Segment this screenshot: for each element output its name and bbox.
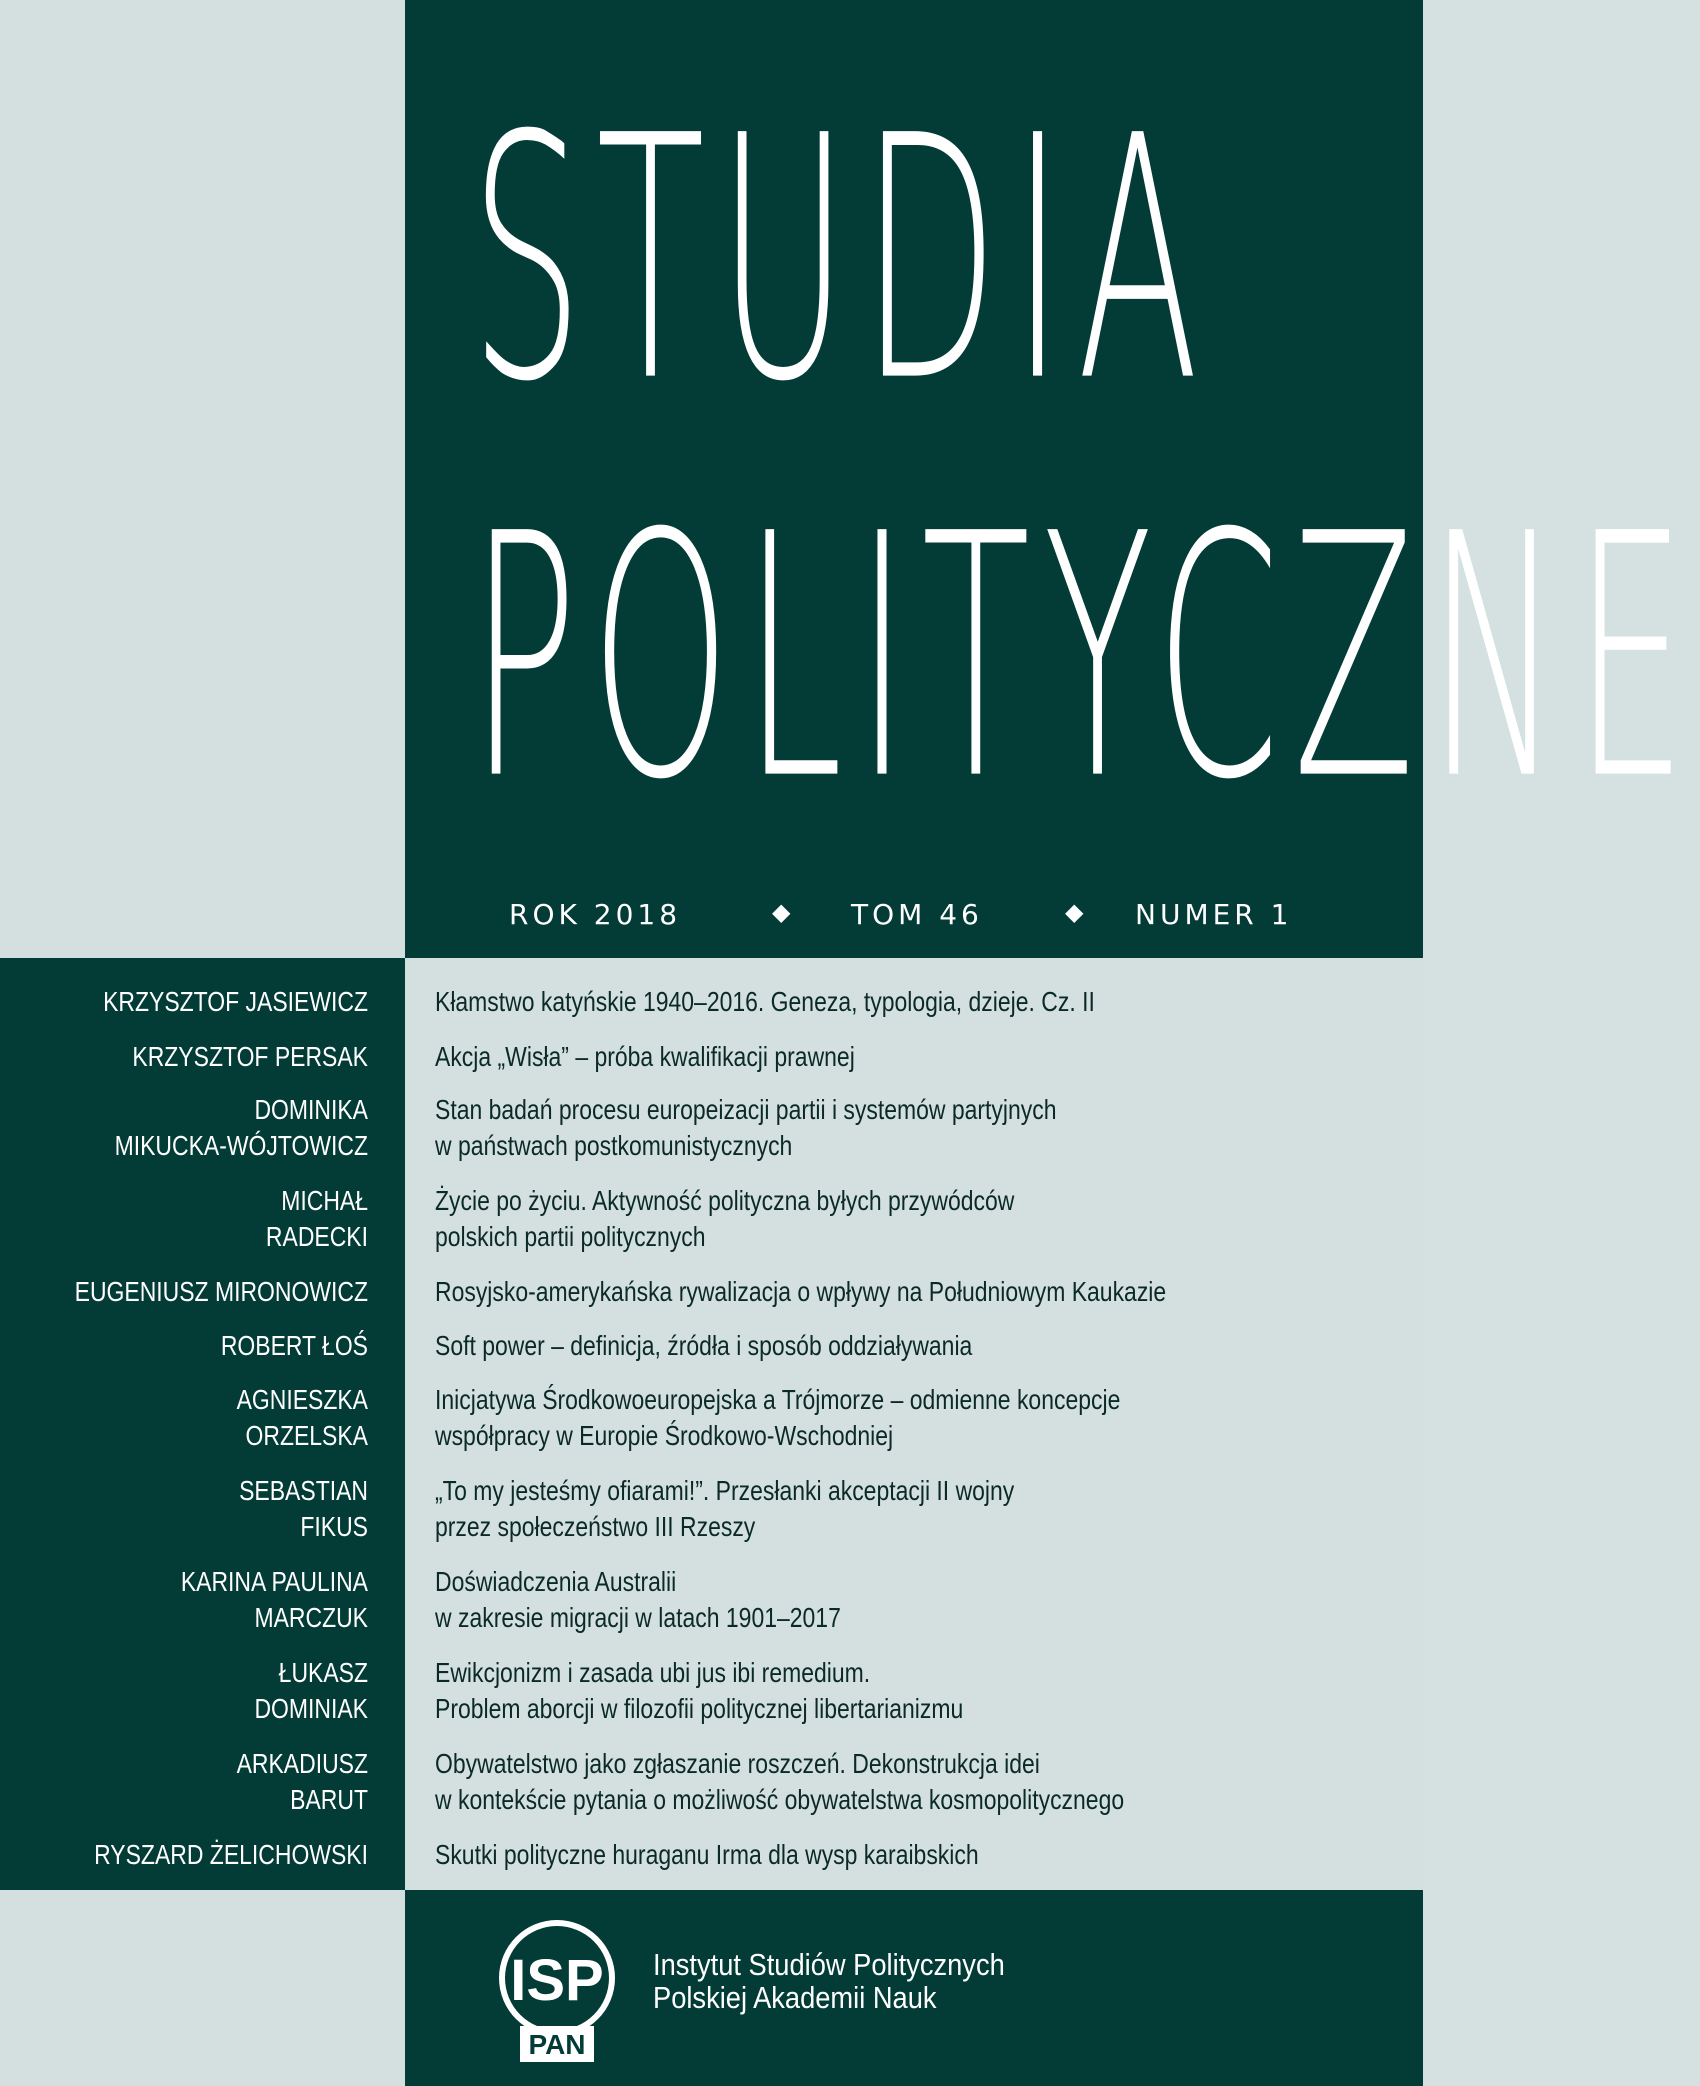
publisher-line-2: Polskiej Akademii Nauk — [653, 1980, 937, 2015]
entry-author: EUGENIUSZ MIRONOWICZ — [74, 1276, 369, 1307]
entry-author: ARKADIUSZ BARUT — [236, 1748, 368, 1815]
diamond-separator-icon: ◆ — [1065, 898, 1088, 926]
logo-text-pan: PAN — [528, 2029, 586, 2060]
entry-title: Skutki polityczne huraganu Irma dla wysp karaibskich — [435, 1839, 979, 1870]
light-panel-bottom-left — [0, 1890, 405, 2086]
entry-author: MICHAŁ RADECKI — [265, 1185, 368, 1252]
entry-author: ŁUKASZ DOMINIAK — [254, 1657, 368, 1724]
logo-text-isp: ISP — [510, 1948, 604, 2013]
entry-author: KRZYSZTOF PERSAK — [132, 1041, 368, 1072]
light-panel-top-left — [0, 0, 405, 958]
publisher-name — [653, 1948, 1005, 2014]
journal-title-line-1: STUDIA — [470, 64, 1212, 455]
issue-year: ROK 2018 — [509, 898, 682, 931]
entry-author: SEBASTIAN FIKUS — [239, 1475, 368, 1542]
entry-title: Stan badań procesu europeizacji partii i systemów partyjnych w państwach postkomunistycznych — [435, 1094, 1057, 1161]
entry-title: Życie po życiu. Aktywność polityczna byłych przywódców polskich partii politycznych — [435, 1185, 1015, 1252]
issue-volume: TOM 46 — [851, 898, 983, 931]
entry-author: DOMINIKA MIKUCKA-WÓJTOWICZ — [114, 1094, 368, 1161]
entry-author: RYSZARD ŻELICHOWSKI — [94, 1839, 368, 1870]
issue-number: NUMER 1 — [1135, 898, 1293, 931]
entry-title: Ewikcjonizm i zasada ubi jus ibi remedium. Problem aborcji w filozofii politycznej libertarianizmu — [435, 1657, 964, 1724]
entry-title: „To my jesteśmy ofiarami!”. Przesłanki akceptacji II wojny przez społeczeństwo III Rzeszy — [435, 1475, 1015, 1542]
issue-info — [0, 898, 1423, 938]
entry-author: KRZYSZTOF JASIEWICZ — [103, 986, 368, 1017]
isp-pan-logo-icon — [496, 1912, 618, 2066]
entry-title: Doświadczenia Australii w zakresie migracji w latach 1901–2017 — [435, 1566, 841, 1633]
publisher-line-1: Instytut Studiów Politycznych — [653, 1947, 1005, 1982]
entry-author: KARINA PAULINA MARCZUK — [180, 1566, 368, 1633]
entry-title: Inicjatywa Środkowoeuropejska a Trójmorze – odmienne koncepcje współpracy w Europie Środkowo-Wschodniej — [435, 1384, 1121, 1451]
entry-title: Akcja „Wisła” – próba kwalifikacji prawnej — [435, 1041, 855, 1072]
entry-author: ROBERT ŁOŚ — [220, 1330, 368, 1361]
journal-title-line-2: POLITYCZNE — [470, 462, 1700, 853]
entry-title: Kłamstwo katyńskie 1940–2016. Geneza, typologia, dzieje. Cz. II — [435, 986, 1095, 1017]
entry-title: Rosyjsko-amerykańska rywalizacja o wpływy na Południowym Kaukazie — [435, 1276, 1167, 1307]
diamond-separator-icon: ◆ — [772, 898, 795, 926]
entry-author: AGNIESZKA ORZELSKA — [236, 1384, 368, 1451]
entry-title: Obywatelstwo jako zgłaszanie roszczeń. Dekonstrukcja idei w kontekście pytania o możliwość obywatelstwa kosmopolitycznego — [435, 1748, 1125, 1815]
table-of-contents — [0, 958, 1423, 1890]
entry-title: Soft power – definicja, źródła i sposób oddziaływania — [435, 1330, 973, 1361]
